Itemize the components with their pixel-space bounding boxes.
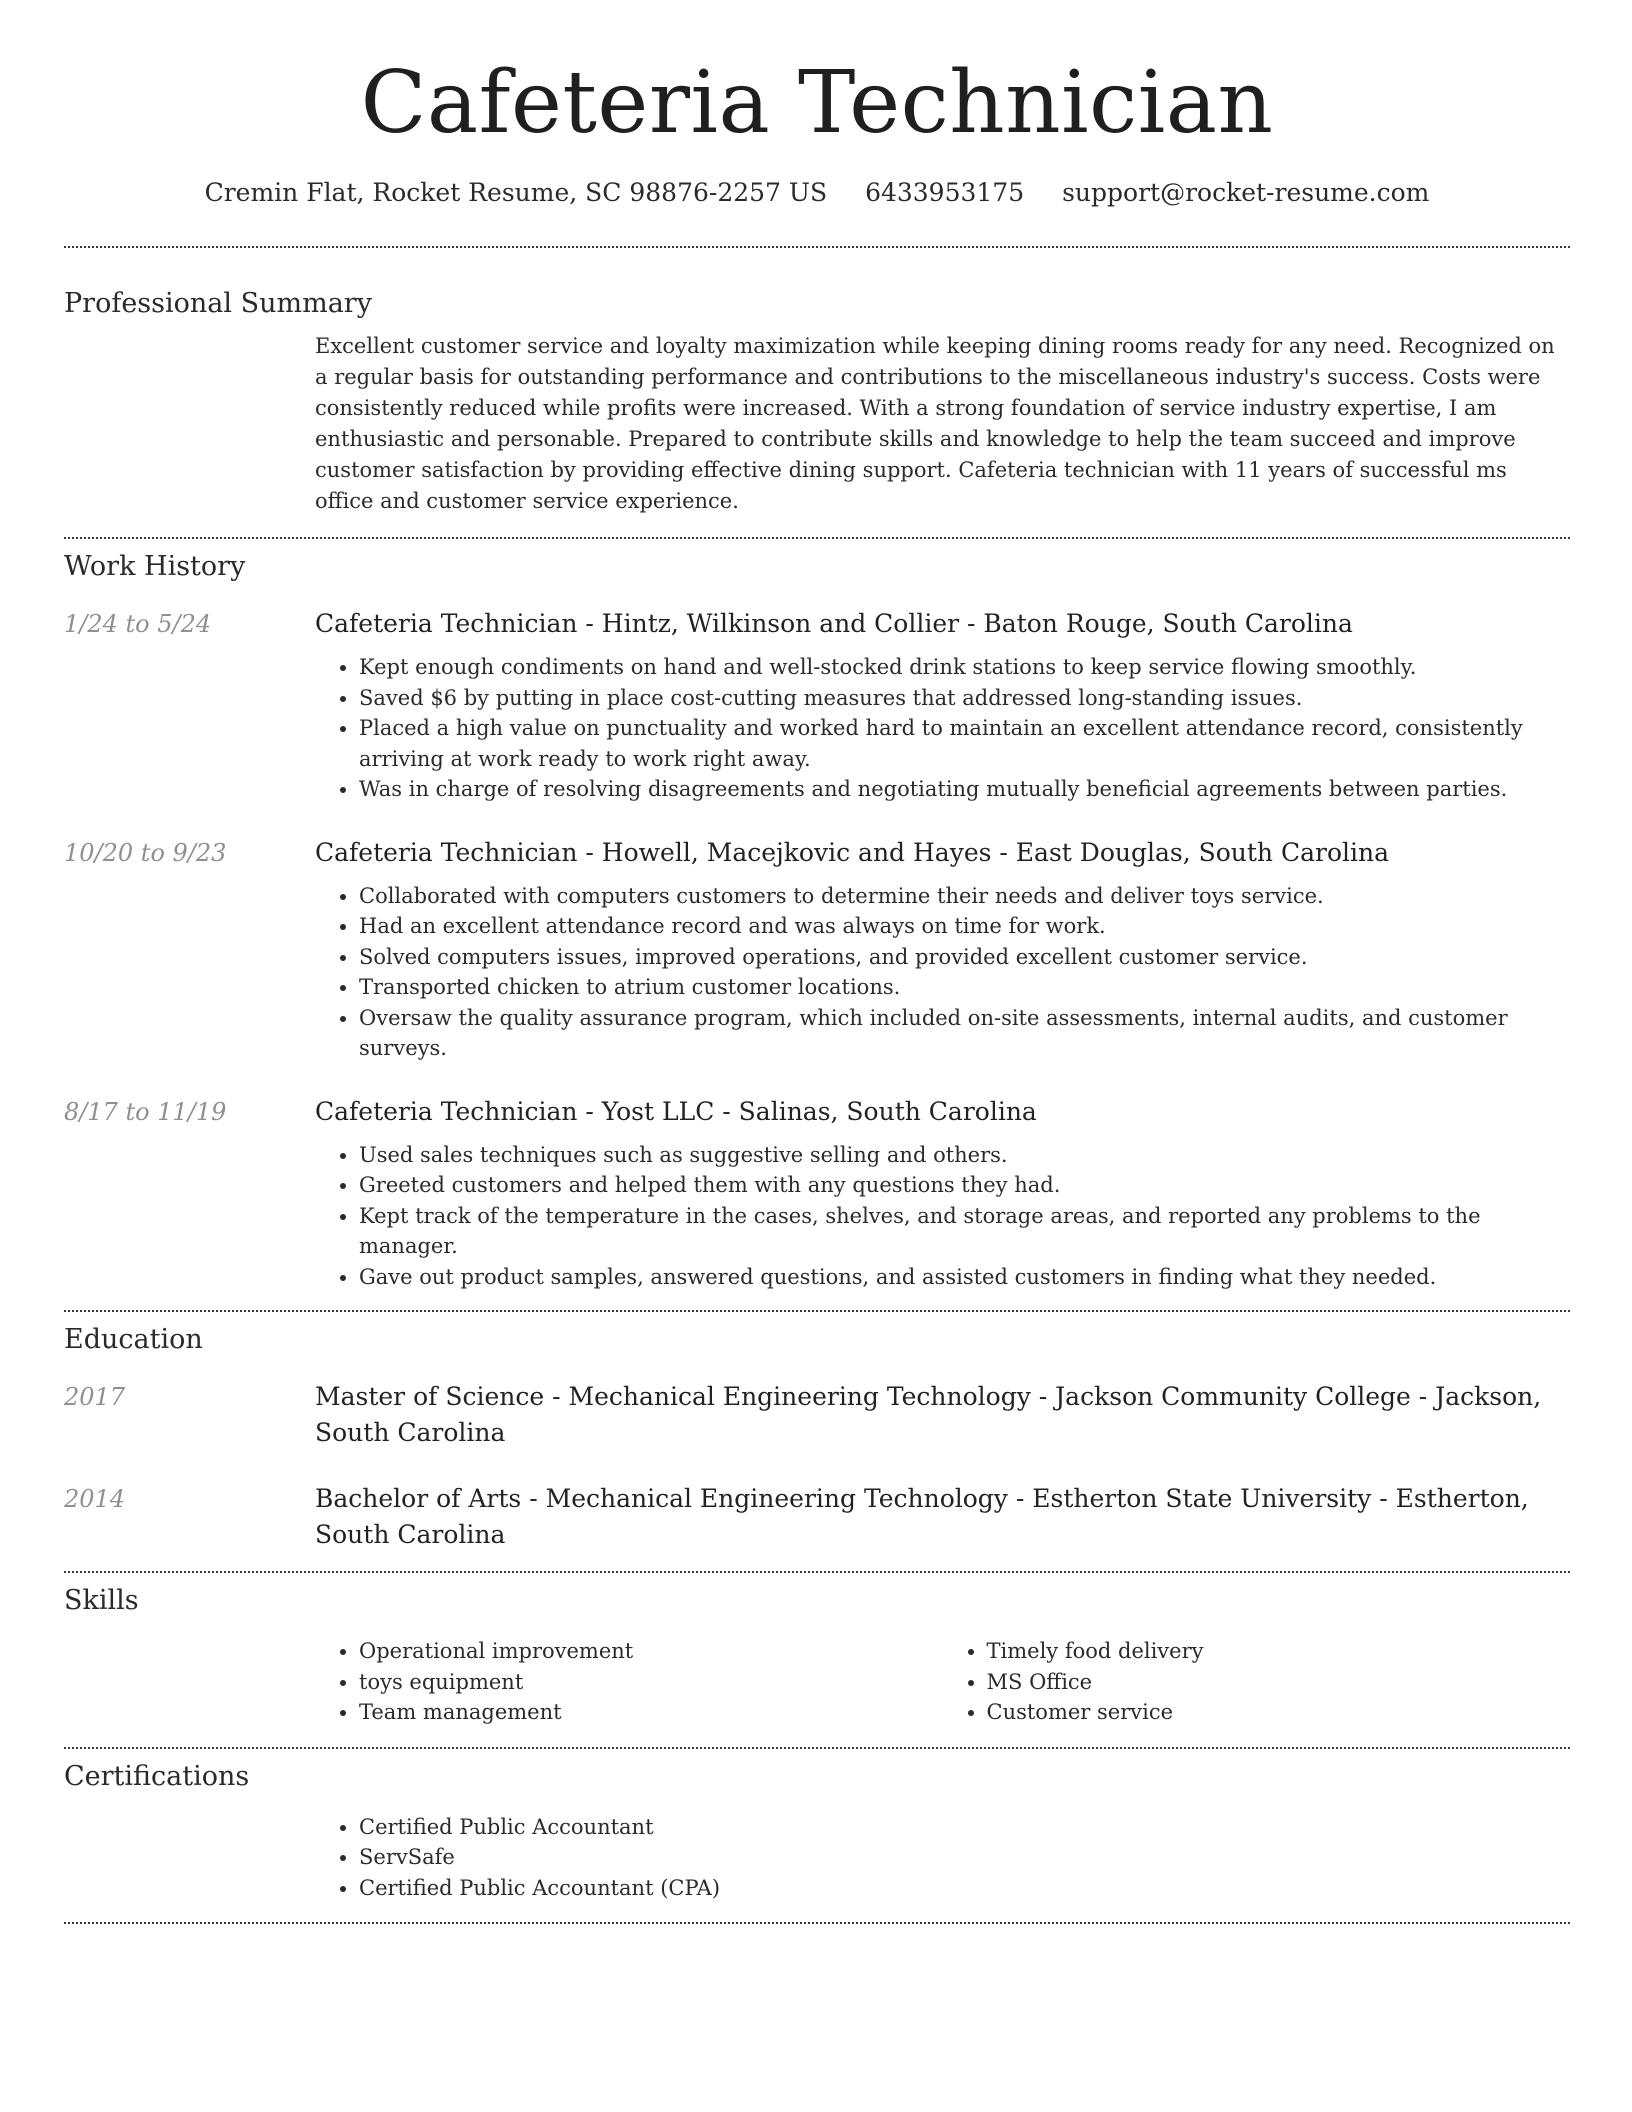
job-date: 10/20 to 9/23 [64,838,227,867]
section-title-summary: Professional Summary [64,288,372,319]
divider [64,1747,1570,1749]
list-item: • Kept track of the temperature in the cases, shelves, and storage areas, and reported any problems to the manager. [359,1201,1570,1262]
list-item: • Transported chicken to atrium customer locations. [359,972,1570,1003]
list-item: • Solved computers issues, improved operations, and provided excellent customer service. [359,942,1570,973]
list-item: • Used sales techniques such as suggestive selling and others. [359,1140,1570,1171]
list-item: • Placed a high value on punctuality and worked hard to maintain an excellent attendance record, consistently arriving at work ready to work right away. [359,713,1570,774]
section-title-certifications: Certifications [64,1760,250,1792]
divider [64,1922,1570,1924]
list-item: • ServSafe [359,1842,974,1873]
section-title-skills: Skills [64,1585,139,1616]
divider [64,246,1570,248]
certifications-column [315,1812,974,1904]
list-item: • Was in charge of resolving disagreements and negotiating mutually beneficial agreements between parties. [359,774,1570,805]
list-item: • Collaborated with computers customers to determine their needs and deliver toys service. [359,881,1570,912]
list-item: • Timely food delivery [987,1636,1571,1667]
education-date: 2014 [64,1485,126,1513]
divider [64,1571,1570,1573]
list-item: • Certified Public Accountant (CPA) [359,1873,974,1904]
skills-column-right [943,1636,1571,1728]
job-title: Cafeteria Technician - Hintz, Wilkinson and Collier - Baton Rouge, South Carolina [315,609,1353,638]
section-title-work: Work History [64,551,246,582]
list-item: • Gave out product samples, answered questions, and assisted customers in finding what they needed. [359,1262,1570,1293]
skills-list [315,1636,1570,1728]
resume-name: Cafeteria Technician [360,53,1274,153]
list-item: • Oversaw the quality assurance program, which included on-site assessments, internal audits, and customer surveys. [359,1003,1570,1064]
job-bullets [315,652,1570,805]
certifications-list [315,1812,1570,1904]
contact-email: support@rocket-resume.com [1062,178,1430,207]
job-date: 8/17 to 11/19 [64,1097,227,1126]
education-title: Master of Science - Mechanical Engineering Technology - Jackson Community College - Jackson, South Carolina [315,1382,1542,1447]
job-entry [64,1094,1570,1293]
job-date: 1/24 to 5/24 [64,610,212,638]
list-item: • toys equipment [359,1667,943,1698]
list-item: • Customer service [987,1697,1571,1728]
job-title: Cafeteria Technician - Howell, Macejkovic and Hayes - East Douglas, South Carolina [315,837,1389,867]
contact-phone: 6433953175 [865,178,1025,207]
divider [64,1310,1570,1312]
list-item: • MS Office [987,1667,1571,1698]
contact-line [64,176,1570,210]
skills-column-left [315,1636,943,1728]
contact-address: Cremin Flat, Rocket Resume, SC 98876-2257 US [204,178,828,207]
list-item: • Greeted customers and helped them with any questions they had. [359,1170,1570,1201]
list-item: • Team management [359,1697,943,1728]
list-item: • Had an excellent attendance record and was always on time for work. [359,911,1570,942]
job-bullets [315,881,1570,1064]
resume-page [64,0,1570,1924]
education-date: 2017 [64,1383,126,1411]
list-item: • Certified Public Accountant [359,1812,974,1843]
education-title: Bachelor of Arts - Mechanical Engineering Technology - Estherton State University - Estherton, South Carolina [315,1484,1529,1549]
job-bullets [315,1140,1570,1293]
job-entry [64,835,1570,1064]
job-entry [64,606,1570,805]
education-entry [64,1379,1570,1451]
divider [64,537,1570,539]
education-entry [64,1481,1570,1553]
section-title-education: Education [64,1324,203,1355]
list-item: • Kept enough condiments on hand and well-stocked drink stations to keep service flowing smoothly. [359,652,1570,683]
list-item: • Operational improvement [359,1636,943,1667]
job-title: Cafeteria Technician - Yost LLC - Salinas, South Carolina [315,1096,1037,1126]
list-item: • Saved $6 by putting in place cost-cutting measures that addressed long-standing issues. [359,683,1570,714]
summary-text: Excellent customer service and loyalty maximization while keeping dining rooms ready for any need. Recognized on a regular basis for outstanding performance and contributions to the miscellaneous industry's success. Costs were consistently reduced while profits were increased. With a strong foundation of service industry expertise, I am enthusiastic and personable. Prepared to contribute skills and knowledge to help the team succeed and improve customer satisfaction by providing effective dining support. Cafeteria technician with 11 years of successful ms office and customer service experience. [315,334,1555,513]
